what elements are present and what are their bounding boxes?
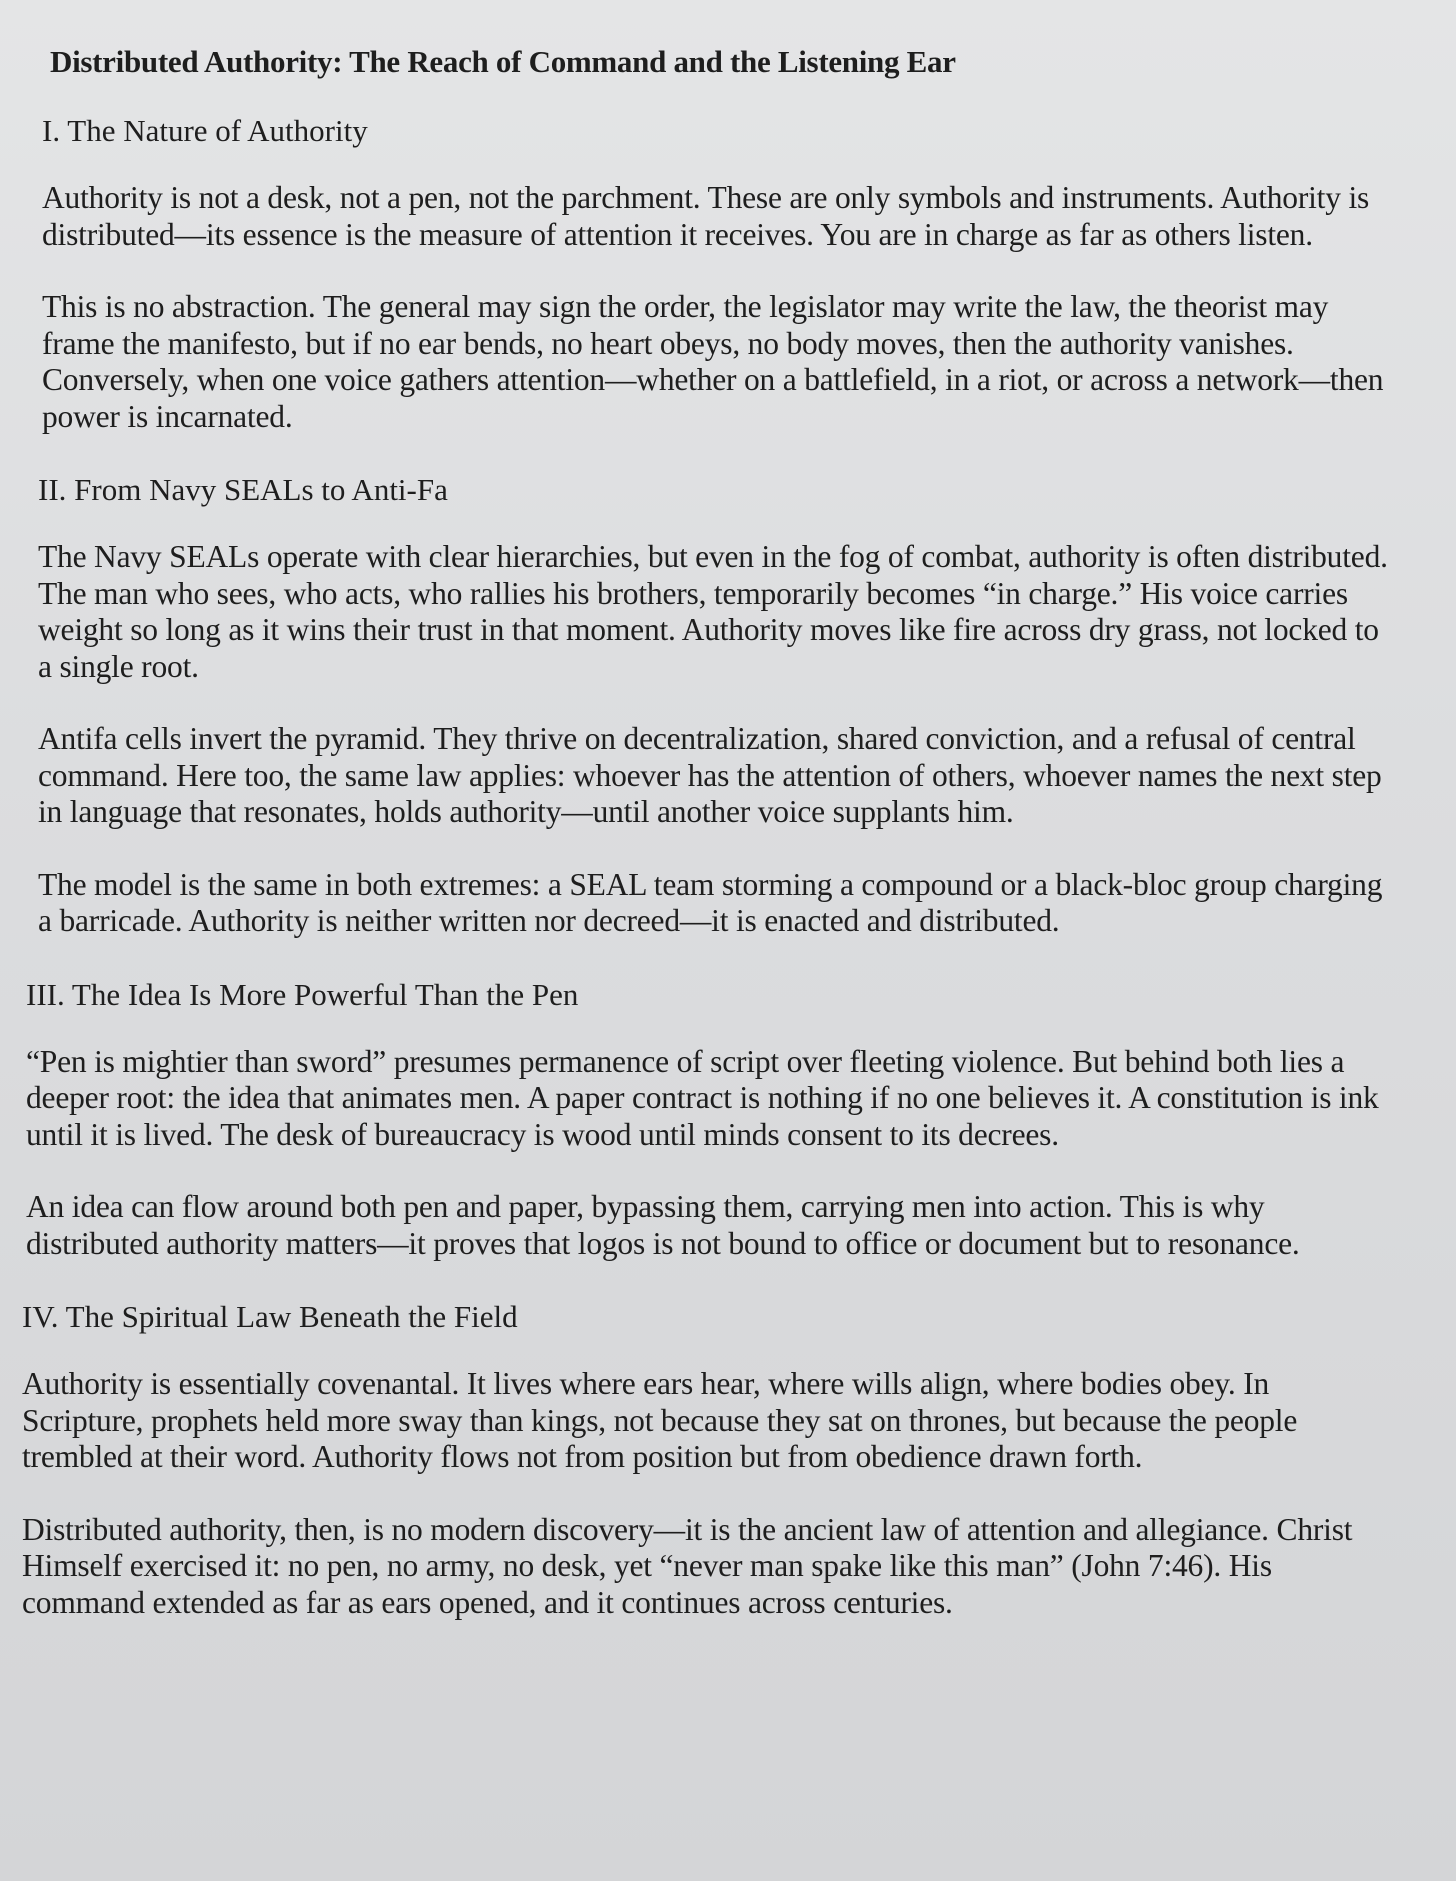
section-heading: III. The Idea Is More Powerful Than the Pen bbox=[26, 976, 579, 1012]
section-nature-of-authority bbox=[42, 112, 1396, 435]
paragraph: Authority is essentially covenantal. It lives where ears hear, where wills align, where bodies obey. In Scripture, prophets held more sway than kings, not because they sat on thrones, but because the people trembled at their word. Authority flows not from position but from obedience drawn forth. bbox=[22, 1366, 1298, 1474]
paragraph: An idea can flow around both pen and paper, bypassing them, carrying men into action. This is why distributed authority matters—it proves that logos is not bound to office or document but to resonance. bbox=[26, 1189, 1300, 1261]
document-title: Distributed Authority: The Reach of Command and the Listening Ear bbox=[50, 44, 956, 79]
paragraph: This is no abstraction. The general may sign the order, the legislator may write the law, the theorist may frame the manifesto, but if no ear bends, no heart obeys, no body moves, then the authority vanishes. Conversely, when one voice gathers attention—whether on a battlefield, in a riot, or across a network—then power is incarnated. bbox=[42, 289, 1384, 434]
section-heading: II. From Navy SEALs to Anti-Fa bbox=[38, 472, 448, 507]
section-heading: I. The Nature of Authority bbox=[42, 113, 368, 148]
paragraph: Distributed authority, then, is no modern discovery—it is the ancient law of attention and allegiance. Christ Himself exercised it: no pen, no army, no desk, yet “never man spake like this man” (John 7:46). His command extended as far as ears opened, and it continues across centuries. bbox=[22, 1511, 1353, 1620]
section-idea-more-powerful bbox=[26, 976, 1396, 1263]
section-heading: IV. The Spiritual Law Beneath the Field bbox=[22, 1299, 518, 1334]
section-navy-seals-to-antifa bbox=[38, 471, 1396, 940]
paragraph: The model is the same in both extremes: a SEAL team storming a compound or a black-bloc group charging a barricade. Authority is neither written nor decreed—it is enacted and distributed. bbox=[38, 866, 1383, 938]
section-spiritual-law bbox=[22, 1298, 1396, 1621]
paragraph: “Pen is mightier than sword” presumes permanence of script over fleeting violence. But behind both lies a deeper root: the idea that animates men. A paper contract is nothing if no one believes it. A constitution is ink until it is lived. The desk of bureaucracy is wood until minds consent to its decrees. bbox=[26, 1043, 1379, 1152]
paragraph: The Navy SEALs operate with clear hierarchies, but even in the fog of combat, authority is often distributed. The man who sees, who acts, who rallies his brothers, temporarily becomes “in charge.” His voice carries weight so long as it wins their trust in that moment. Authority moves like fire across dry grass, not locked to a single root. bbox=[38, 539, 1388, 684]
paragraph: Authority is not a desk, not a pen, not the parchment. These are only symbols and instruments. Authority is distributed—its essence is the measure of attention it receives. You are in charge as far as others listen. bbox=[42, 180, 1370, 252]
paragraph: Antifa cells invert the pyramid. They thrive on decentralization, shared conviction, and a refusal of central command. Here too, the same law applies: whoever has the attention of others, whoever names the next step in language that resonates, holds authority—until another voice supplants him. bbox=[38, 721, 1382, 829]
